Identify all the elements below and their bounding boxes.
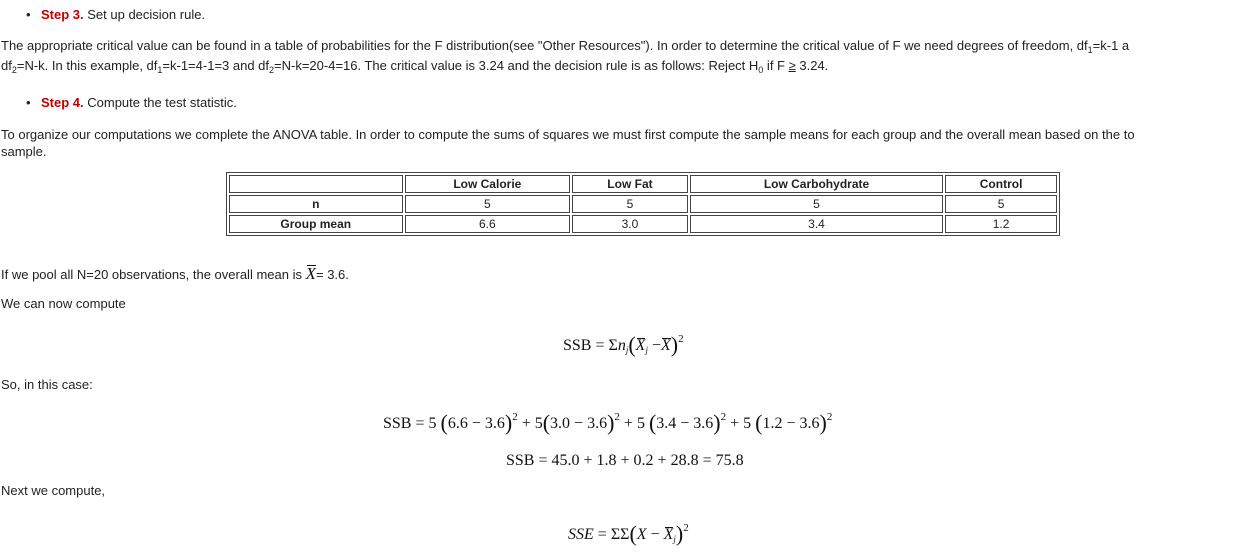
table-cell: 5 — [572, 195, 688, 213]
ssb-formula: SSB = $\Sigma n_j(X_j -X)^2$ — [563, 332, 684, 357]
compute-text: We can now compute — [1, 296, 126, 311]
table-header-cell — [229, 175, 403, 193]
table-row-label: n — [229, 195, 403, 213]
table-cell: 5 — [405, 195, 571, 213]
table-header-row — [229, 175, 1057, 193]
step-4-text: Compute the test statistic. — [87, 95, 237, 110]
step-3-text: Set up decision rule. — [87, 7, 206, 22]
overall-mean-text: If we pool all N=20 observations, the overall mean is X= 3.6. — [1, 264, 349, 283]
table-header-cell: Low Fat — [572, 175, 688, 193]
table-cell: 3.0 — [572, 215, 688, 233]
table-cell: 6.6 — [405, 215, 571, 233]
so-text: So, in this case: — [1, 377, 93, 392]
step-3-label: Step 3. — [41, 7, 84, 22]
bullet-icon: • — [26, 95, 31, 110]
table-header-cell: Low Calorie — [405, 175, 571, 193]
decision-paragraph-line-2: $df_2=N-k$. In this example, $df_1=k-1=4-1=3$ and $df_2=N-k=20-4=16$. The critical value is 3.24 and the decision rule is as follows: Reject $H_0$ if F ≥ 3.24. — [1, 58, 829, 75]
step-3-line — [26, 7, 205, 22]
next-text: Next we compute, — [1, 483, 106, 498]
table-cell: 1.2 — [945, 215, 1057, 233]
x-bar-symbol: X — [305, 264, 316, 283]
step-4-line — [26, 95, 237, 110]
step-4-label: Step 4. — [41, 95, 84, 110]
bullet-icon: • — [26, 7, 31, 22]
table-row — [229, 195, 1057, 213]
sse-formula: SSE = $\Sigma\Sigma(X - X_j)^2$ — [568, 521, 689, 546]
table-cell: 5 — [690, 195, 943, 213]
ssb-expanded-formula: SSB = 5 $(6.6 - 3.6)^2 + 5(3.0 - 3.6)^2 + 5$ $(3.4 - 3.6)^2 + 5$ $(1.2 - 3.6)^2$ — [383, 410, 833, 435]
table-cell: 5 — [945, 195, 1057, 213]
table-header-cell: Control — [945, 175, 1057, 193]
table-row — [229, 215, 1057, 233]
table-cell: 3.4 — [690, 215, 943, 233]
ssb-result: SSB = 45.0 + 1.8 + 0.2 + 28.8 = 75.8 — [506, 452, 744, 469]
table-header-cell: Low Carbohydrate — [690, 175, 943, 193]
decision-paragraph-line-1: The appropriate critical value can be found in a table of probabilities for the F distribution(see "Other Resources"). In order to determine the critical value of F we need degrees of freedom, $df_1=k-1$ a — [1, 38, 1130, 55]
organize-paragraph: To organize our computations we complete the ANOVA table. In order to compute the sums of squares we must first compute the sample means for each group and the overall mean based on the to sample. — [1, 127, 1135, 159]
table-row-label: Group mean — [229, 215, 403, 233]
anova-table — [226, 172, 1060, 236]
